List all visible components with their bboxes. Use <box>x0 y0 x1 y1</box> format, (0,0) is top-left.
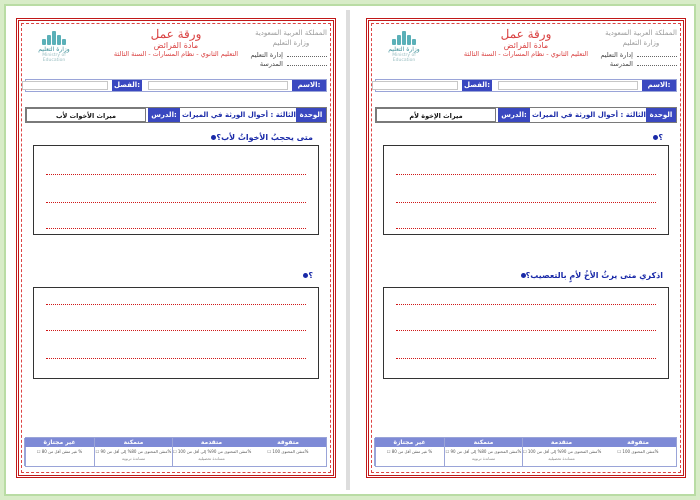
answer-box-1[interactable] <box>33 145 319 235</box>
kingdom-emblem-text <box>605 29 677 47</box>
question-2 <box>517 271 663 280</box>
class-field[interactable] <box>22 81 108 90</box>
level-sign: مساندة تربوية <box>471 456 496 461</box>
unit-value: الثالثة : أحوال الورثة في الميراث <box>182 111 296 119</box>
answer-box-2[interactable] <box>383 287 669 379</box>
level-sign: مساندة تحصيلية <box>548 456 575 461</box>
answer-box-1[interactable] <box>383 145 669 235</box>
worksheet-title: ورقة عمل <box>500 27 552 41</box>
assessment-footer <box>375 437 677 467</box>
track-title: التعليم الثانوي - نظام المسارات - السنة الثالثة <box>463 50 589 58</box>
level-desc[interactable]: ☐ متقن المحتوى 100% <box>617 449 659 454</box>
logo-text: وزارة التعليم <box>38 46 70 53</box>
worksheet-title: ورقة عمل <box>150 27 202 41</box>
name-field[interactable] <box>498 81 638 90</box>
level-excellent <box>250 438 326 466</box>
level-desc[interactable]: ☐ متقن المحتوى من 90% إلى أقل من 100% <box>173 449 252 454</box>
question-2 <box>299 271 313 280</box>
unit-label: الوحدة <box>296 108 326 122</box>
question-text: ؟ <box>308 271 313 280</box>
lesson-value: ميراث الإخوة لأم <box>376 108 496 122</box>
answer-line <box>46 174 306 175</box>
answer-line <box>396 202 656 203</box>
name-field[interactable] <box>148 81 288 90</box>
edu-admin-block <box>237 51 327 69</box>
level-title: متمكنة <box>445 438 522 447</box>
unit-value: الثالثة : أحوال الورثة في الميراث <box>532 111 646 119</box>
ministry-logo <box>381 31 427 63</box>
level-advanced <box>172 438 250 466</box>
school-label: المدرسة <box>259 60 283 68</box>
answer-line <box>396 174 656 175</box>
level-desc[interactable]: ☐ متقن المحتوى من 80% إلى أقل من 90% <box>445 449 522 454</box>
level-not-passed <box>24 438 94 466</box>
level-title: غير مجتازة <box>25 438 94 447</box>
answer-line <box>46 358 306 359</box>
worksheet-2 <box>366 18 686 478</box>
level-desc[interactable]: ☐ متقن المحتوى من 90% إلى أقل من 100% <box>523 449 602 454</box>
question-text: متى يحجبُ الأخواتُ لأب؟ <box>216 133 313 142</box>
title-block <box>106 27 246 58</box>
level-sign: مساندة تحصيلية <box>198 456 225 461</box>
logo-subtext: Ministry of Education <box>392 53 416 63</box>
edu-admin-block <box>587 51 677 69</box>
level-advanced <box>522 438 600 466</box>
logo-text: وزارة التعليم <box>388 46 420 53</box>
answer-line <box>46 304 306 305</box>
answer-line <box>46 202 306 203</box>
class-label: الفصل: <box>113 81 141 89</box>
lesson-label: الدرس: <box>498 108 530 122</box>
level-title: متقدمة <box>173 438 250 447</box>
logo-subtext: Ministry of Education <box>42 53 66 63</box>
answer-line <box>46 228 306 229</box>
kingdom-line1: المملكة العربية السعودية <box>605 29 677 37</box>
worksheet-1 <box>16 18 336 478</box>
edu-admin-label: إدارة التعليم <box>250 51 283 59</box>
unit-label: الوحدة <box>646 108 676 122</box>
class-label: الفصل: <box>463 81 491 89</box>
level-desc[interactable]: ☐ متقن المحتوى 100% <box>267 449 309 454</box>
assessment-footer <box>25 437 327 467</box>
ministry-logo <box>31 31 77 63</box>
logo-bars-icon <box>390 31 418 45</box>
unit-lesson-bar <box>375 107 677 123</box>
question-1 <box>649 133 663 142</box>
question-text: ؟ <box>658 133 663 142</box>
level-desc[interactable]: ☐ متقن المحتوى من 80% إلى أقل من 90% <box>95 449 172 454</box>
answer-line <box>396 330 656 331</box>
question-1 <box>207 133 313 142</box>
kingdom-line2: وزارة التعليم <box>272 39 310 47</box>
answer-box-2[interactable] <box>33 287 319 379</box>
school-label: المدرسة <box>609 60 633 68</box>
subject-title: مادة الفرائض <box>153 41 199 50</box>
subject-title: مادة الفرائض <box>503 41 549 50</box>
edu-admin-field[interactable] <box>637 56 677 57</box>
logo-bars-icon <box>40 31 68 45</box>
worksheet-header <box>25 27 327 73</box>
level-title: غير مجتازة <box>375 438 444 447</box>
worksheet-header <box>375 27 677 73</box>
level-sign: مساندة تربوية <box>121 456 146 461</box>
title-block <box>456 27 596 58</box>
answer-line <box>396 304 656 305</box>
level-not-passed <box>374 438 444 466</box>
name-class-bar <box>25 79 327 92</box>
level-title: متمكنة <box>95 438 172 447</box>
answer-line <box>396 228 656 229</box>
edu-admin-label: إدارة التعليم <box>600 51 633 59</box>
answer-line <box>46 330 306 331</box>
level-desc[interactable]: ☐ غير متقن أقل من 80 % <box>386 449 433 454</box>
page-divider <box>346 10 350 490</box>
level-proficient <box>444 438 522 466</box>
name-label: الاسم: <box>292 80 326 91</box>
level-title: متفوقة <box>250 438 326 447</box>
level-title: متفوقة <box>600 438 676 447</box>
school-field[interactable] <box>287 65 327 66</box>
kingdom-line1: المملكة العربية السعودية <box>255 29 327 37</box>
school-field[interactable] <box>637 65 677 66</box>
kingdom-line2: وزارة التعليم <box>622 39 660 47</box>
level-proficient <box>94 438 172 466</box>
name-class-bar <box>375 79 677 92</box>
level-desc[interactable]: ☐ غير متقن أقل من 80 % <box>36 449 83 454</box>
unit-lesson-bar <box>25 107 327 123</box>
lesson-value: ميراث الأخوات لأب <box>26 108 146 122</box>
class-field[interactable] <box>372 81 458 90</box>
kingdom-emblem-text <box>255 29 327 47</box>
name-label: الاسم: <box>642 80 676 91</box>
level-excellent <box>600 438 676 466</box>
answer-line <box>396 358 656 359</box>
level-title: متقدمة <box>523 438 600 447</box>
track-title: التعليم الثانوي - نظام المسارات - السنة الثالثة <box>113 50 239 58</box>
lesson-label: الدرس: <box>148 108 180 122</box>
question-text: اذكري متى يرثُ الأخُ لأمٍ بالتعصيب؟ <box>525 271 663 280</box>
edu-admin-field[interactable] <box>287 56 327 57</box>
